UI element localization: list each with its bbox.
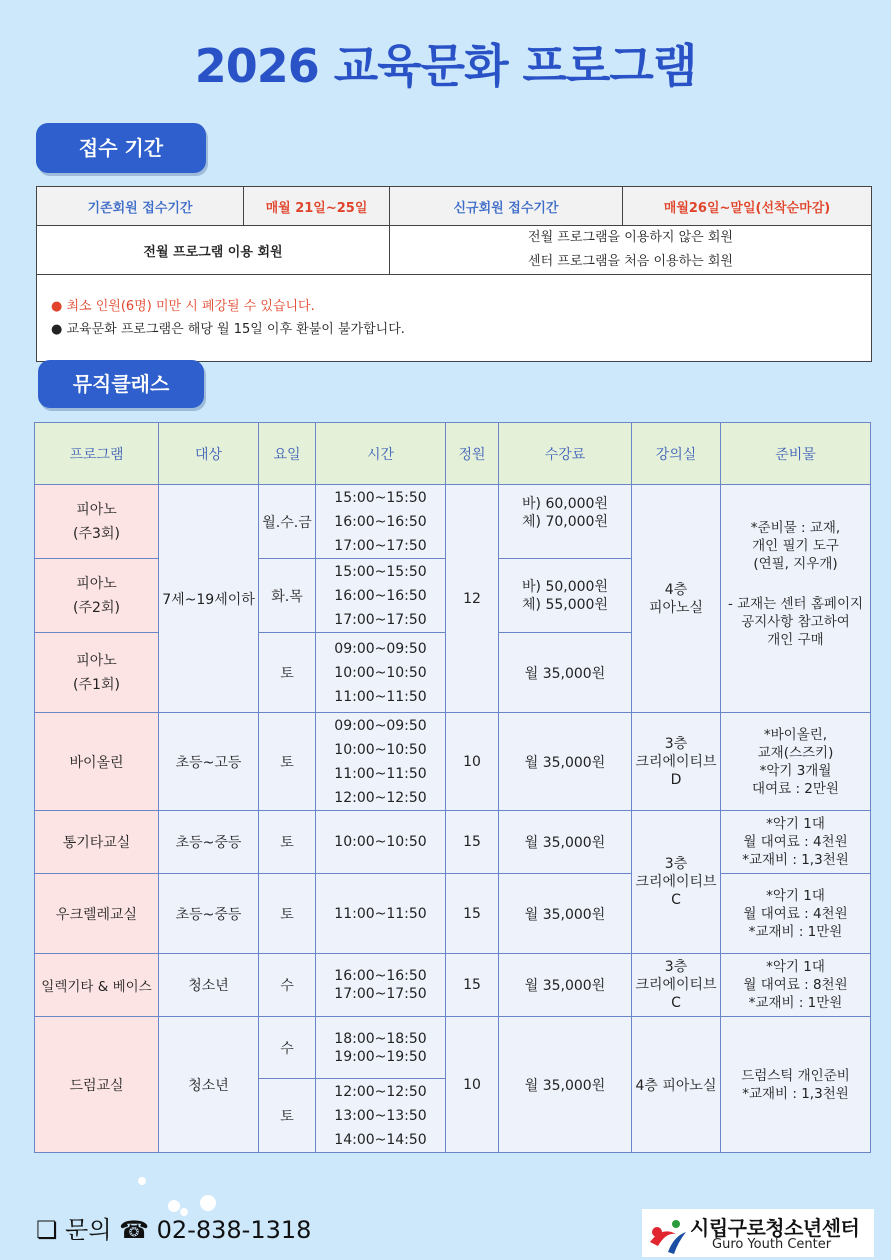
supply-line: *교재비 : 1만원 xyxy=(748,995,843,1011)
drum-target: 청소년 xyxy=(159,1017,259,1153)
header-supplies: 준비물 xyxy=(721,423,871,485)
supply-line: 교재(스즈키) xyxy=(757,744,834,761)
piano-3x-day: 월.수.금 xyxy=(259,485,316,559)
fee-line: 바) 60,000원 xyxy=(522,495,608,512)
drum-supplies xyxy=(721,1017,871,1153)
supply-line: *악기 1대 xyxy=(766,959,825,975)
new-member-desc xyxy=(390,226,872,275)
center-logo xyxy=(642,1209,874,1257)
supply-line: 개인 필기 도구 xyxy=(752,537,839,554)
ukulele-fee: 월 35,000원 xyxy=(499,874,632,954)
header-program: 프로그램 xyxy=(35,423,159,485)
piano-room xyxy=(632,485,721,713)
supply-line: *악기 1대 xyxy=(766,816,825,832)
program-violin: 바이올린 xyxy=(35,713,159,811)
supply-line: 드럼스틱 개인준비 xyxy=(741,1067,850,1084)
room-line: C xyxy=(671,892,681,908)
violin-day: 토 xyxy=(259,713,316,811)
violin-target: 초등~고등 xyxy=(159,713,259,811)
ukulele-day: 토 xyxy=(259,874,316,954)
registration-table xyxy=(36,186,872,362)
electric-target: 청소년 xyxy=(159,954,259,1017)
piano-1x-day: 토 xyxy=(259,633,316,713)
time-slot: 16:00~16:50 xyxy=(334,513,427,530)
note-refund-policy: ● 교육문화 프로그램은 해당 월 15일 이후 환불이 불가합니다. xyxy=(51,322,405,337)
time-slot: 19:00~19:50 xyxy=(334,1048,427,1065)
electric-fee: 월 35,000원 xyxy=(499,954,632,1017)
section-registration-period: 접수 기간 xyxy=(36,123,206,173)
program-name: 피아노 xyxy=(76,652,117,669)
supply-line: *교재비 : 1만원 xyxy=(748,923,843,940)
header-time: 시간 xyxy=(316,423,446,485)
guitar-time: 10:00~10:50 xyxy=(316,811,446,874)
piano-supplies xyxy=(721,485,871,713)
electric-capacity: 15 xyxy=(446,954,499,1017)
header-day: 요일 xyxy=(259,423,316,485)
header-target: 대상 xyxy=(159,423,259,485)
electric-room xyxy=(632,954,721,1017)
electric-times xyxy=(316,954,446,1017)
piano-1x-times xyxy=(316,633,446,713)
supply-line: 월 대여료 : 4천원 xyxy=(743,905,848,922)
guitar-capacity: 15 xyxy=(446,811,499,874)
existing-member-desc: 전월 프로그램 이용 회원 xyxy=(37,226,390,275)
program-frequency: (주1회) xyxy=(73,676,120,693)
room-line: D xyxy=(670,771,682,788)
drum-times-wed xyxy=(316,1017,446,1079)
electric-supplies xyxy=(721,954,871,1017)
supply-line: - 교재는 센터 홈페이지 xyxy=(727,595,864,612)
existing-member-label: 기존회원 접수기간 xyxy=(37,187,244,226)
piano-1x-fee: 월 35,000원 xyxy=(499,633,632,713)
time-slot: 13:00~13:50 xyxy=(334,1107,427,1124)
piano-target: 7세~19세이하 xyxy=(159,485,259,713)
time-slot: 16:00~16:50 xyxy=(334,587,427,604)
header-room: 강의실 xyxy=(632,423,721,485)
music-class-table xyxy=(34,422,871,1153)
time-slot: 17:00~17:50 xyxy=(334,537,427,554)
room-line: 4층 xyxy=(664,581,688,598)
supply-line: *교재비 : 1,3천원 xyxy=(742,852,849,868)
section-music-class: 뮤직클래스 xyxy=(38,360,204,408)
time-slot: 15:00~15:50 xyxy=(334,489,427,506)
time-slot: 09:00~09:50 xyxy=(334,717,427,734)
time-slot: 15:00~15:50 xyxy=(334,563,427,580)
guitar-day: 토 xyxy=(259,811,316,874)
header-capacity: 정원 xyxy=(446,423,499,485)
program-electric-guitar-bass: 일렉기타 & 베이스 xyxy=(35,954,159,1017)
registration-notes xyxy=(37,275,872,362)
violin-capacity: 10 xyxy=(446,713,499,811)
drum-capacity: 10 xyxy=(446,1017,499,1153)
room-line: 3층 xyxy=(664,735,688,752)
room-line: 3층 xyxy=(664,856,688,872)
supply-line: *악기 3개월 xyxy=(759,762,832,779)
supply-line: 월 대여료 : 4천원 xyxy=(743,834,848,850)
fee-line: 바) 50,000원 xyxy=(522,578,608,595)
supply-line: *교재비 : 1,3천원 xyxy=(742,1085,849,1102)
supply-line: 월 대여료 : 8천원 xyxy=(743,977,848,993)
room-line: 크리에이티브 xyxy=(635,874,717,890)
program-drum: 드럼교실 xyxy=(35,1017,159,1153)
time-slot: 10:00~10:50 xyxy=(334,664,427,681)
existing-member-period: 매월 21일~25일 xyxy=(244,187,390,226)
time-slot: 12:00~12:50 xyxy=(334,1083,427,1100)
piano-2x-times xyxy=(316,559,446,633)
violin-supplies xyxy=(721,713,871,811)
new-member-desc-line: 전월 프로그램을 이용하지 않은 회원 xyxy=(528,230,733,245)
program-piano-2x xyxy=(35,559,159,633)
time-slot: 11:00~11:50 xyxy=(334,765,427,782)
decor-dot xyxy=(138,1177,146,1185)
room-line: 3층 xyxy=(664,959,688,975)
decor-dot xyxy=(200,1195,216,1211)
program-name: 피아노 xyxy=(76,575,117,592)
room-line: 크리에이티브 xyxy=(635,977,717,993)
piano-2x-fee xyxy=(499,559,632,633)
electric-day: 수 xyxy=(259,954,316,1017)
room-creative-c xyxy=(632,811,721,954)
fee-line: 체) 55,000원 xyxy=(522,596,608,613)
program-guitar: 통기타교실 xyxy=(35,811,159,874)
drum-fee: 월 35,000원 xyxy=(499,1017,632,1153)
drum-day-sat: 토 xyxy=(259,1079,316,1153)
time-slot: 11:00~11:50 xyxy=(334,688,427,705)
contact-info: ❏ 문의 ☎ 02-838-1318 xyxy=(36,1216,312,1244)
supply-line: 대여료 : 2만원 xyxy=(752,780,839,797)
ukulele-time: 11:00~11:50 xyxy=(316,874,446,954)
time-slot: 09:00~09:50 xyxy=(334,640,427,657)
logo-mark-icon xyxy=(646,1212,690,1256)
time-slot: 17:00~17:50 xyxy=(334,611,427,628)
drum-room: 4층 피아노실 xyxy=(632,1017,721,1153)
supply-line: 개인 구매 xyxy=(767,631,824,648)
ukulele-supplies xyxy=(721,874,871,954)
supply-line: 공지사항 참고하여 xyxy=(741,613,850,630)
piano-3x-fee xyxy=(499,485,632,559)
drum-day-wed: 수 xyxy=(259,1017,316,1079)
new-member-desc-line: 센터 프로그램을 처음 이용하는 회원 xyxy=(528,254,733,269)
violin-room xyxy=(632,713,721,811)
piano-capacity: 12 xyxy=(446,485,499,713)
supply-line: *바이올린, xyxy=(763,726,828,743)
drum-times-sat xyxy=(316,1079,446,1153)
header-fee: 수강료 xyxy=(499,423,632,485)
supply-line: (연필, 지우개) xyxy=(753,555,838,572)
fee-line: 체) 70,000원 xyxy=(522,513,608,530)
guitar-fee: 월 35,000원 xyxy=(499,811,632,874)
ukulele-capacity: 15 xyxy=(446,874,499,954)
note-min-enrollment: ● 최소 인원(6명) 미만 시 폐강될 수 있습니다. xyxy=(51,299,315,314)
program-piano-3x xyxy=(35,485,159,559)
new-member-period: 매월26일~말일(선착순마감) xyxy=(623,187,872,226)
program-frequency: (주2회) xyxy=(73,599,120,616)
guitar-target: 초등~중등 xyxy=(159,811,259,874)
time-slot: 12:00~12:50 xyxy=(334,789,427,806)
piano-3x-times xyxy=(316,485,446,559)
violin-fee: 월 35,000원 xyxy=(499,713,632,811)
violin-times xyxy=(316,713,446,811)
logo-korean-name: 시립구로청소년센터 xyxy=(690,1216,860,1240)
room-line: C xyxy=(671,995,681,1011)
guitar-supplies xyxy=(721,811,871,874)
supply-line: *악기 1대 xyxy=(766,887,825,904)
time-slot: 16:00~16:50 xyxy=(334,968,427,984)
time-slot: 10:00~10:50 xyxy=(334,741,427,758)
new-member-label: 신규회원 접수기간 xyxy=(390,187,623,226)
program-piano-1x xyxy=(35,633,159,713)
room-line: 크리에이티브 xyxy=(635,753,717,770)
piano-2x-day: 화.목 xyxy=(259,559,316,633)
time-slot: 14:00~14:50 xyxy=(334,1131,427,1148)
logo-english-name: Guro Youth Center xyxy=(712,1237,832,1252)
supply-line: *준비물 : 교재, xyxy=(750,519,841,536)
time-slot: 18:00~18:50 xyxy=(334,1030,427,1047)
room-line: 피아노실 xyxy=(648,599,704,616)
program-frequency: (주3회) xyxy=(73,525,120,542)
page-title: 2026 교육문화 프로그램 xyxy=(194,39,697,93)
ukulele-target: 초등~중등 xyxy=(159,874,259,954)
time-slot: 17:00~17:50 xyxy=(334,986,427,1002)
program-name: 피아노 xyxy=(76,501,117,518)
program-ukulele: 우크렐레교실 xyxy=(35,874,159,954)
